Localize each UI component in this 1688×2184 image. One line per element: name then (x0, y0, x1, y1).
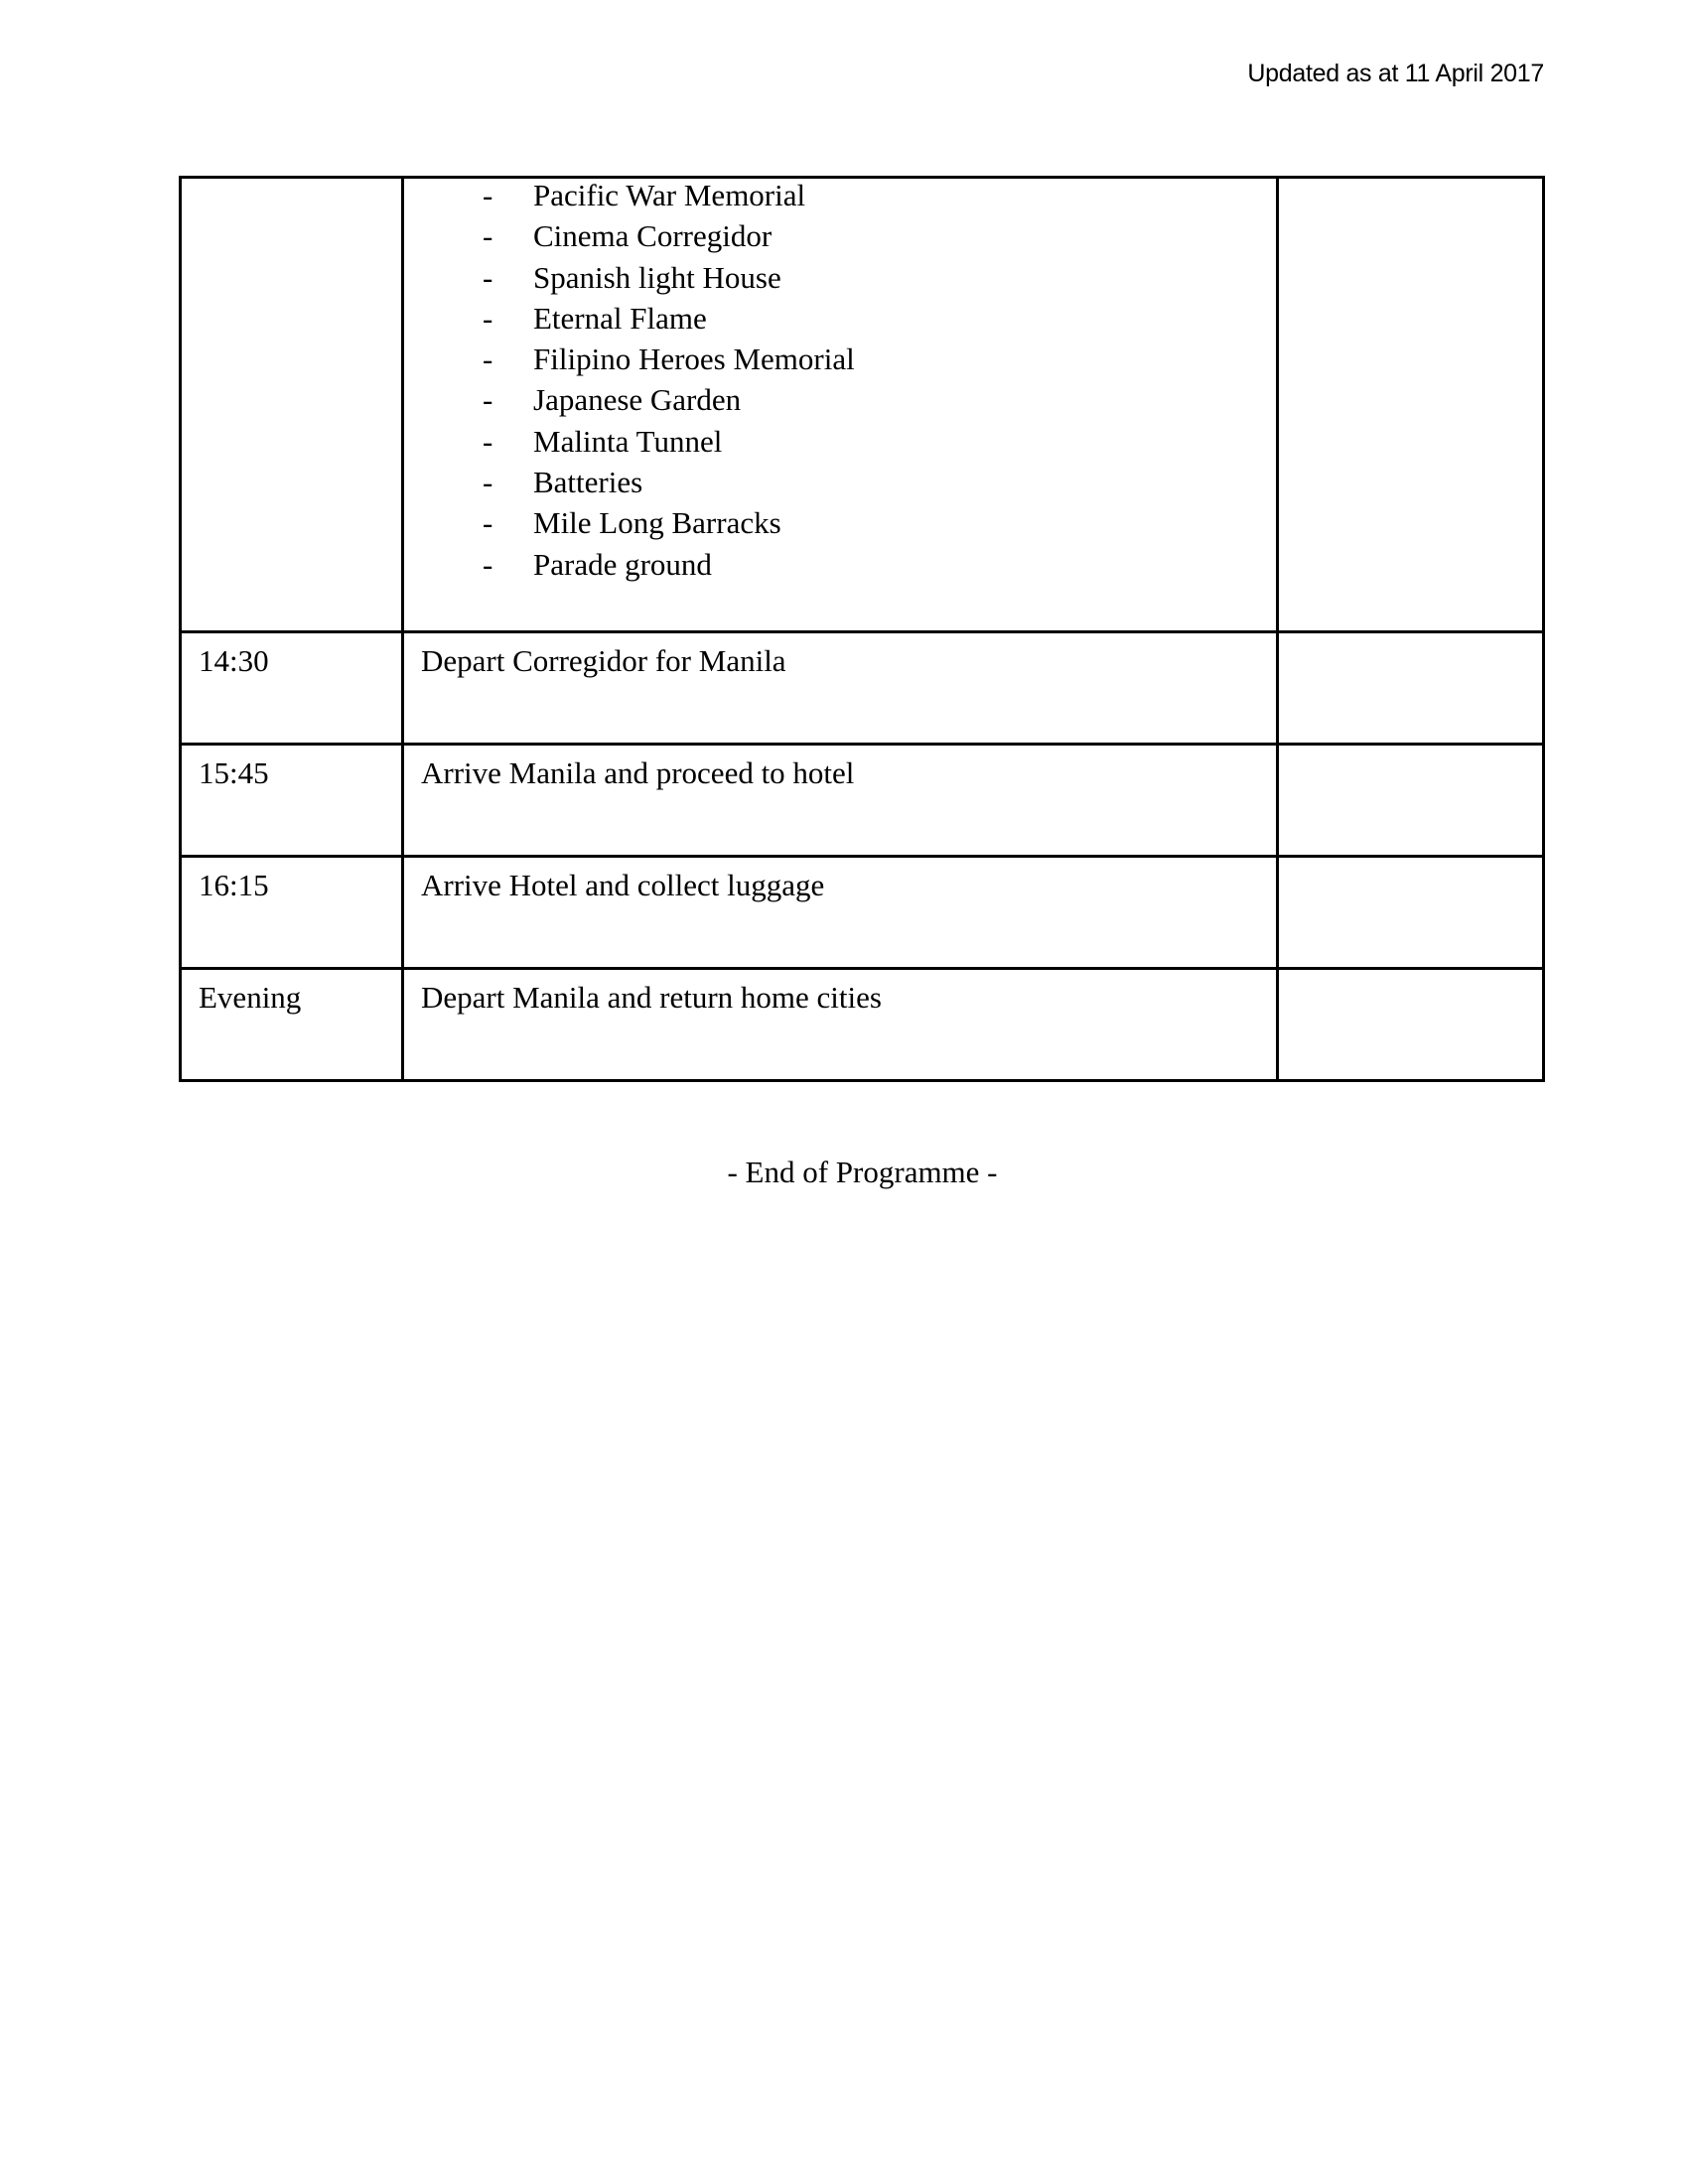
dash-bullet-icon: - (483, 300, 493, 336)
time-cell: 15:45 (181, 745, 403, 857)
dash-bullet-icon: - (483, 218, 493, 254)
site-name: Cinema Corregidor (533, 218, 773, 254)
list-item (404, 504, 1276, 545)
site-name: Japanese Garden (533, 382, 742, 418)
dash-bullet-icon: - (483, 341, 493, 377)
activity-cell: Depart Manila and return home cities (403, 969, 1278, 1081)
list-item (404, 177, 1276, 217)
list-item (404, 259, 1276, 300)
list-item (404, 300, 1276, 341)
dash-bullet-icon: - (483, 505, 493, 541)
list-item (404, 464, 1276, 504)
remarks-cell (1278, 969, 1544, 1081)
activity-cell: Arrive Manila and proceed to hotel (403, 745, 1278, 857)
activity-cell: Arrive Hotel and collect luggage (403, 857, 1278, 969)
time-cell: 16:15 (181, 857, 403, 969)
list-item (404, 341, 1276, 381)
remarks-cell (1278, 857, 1544, 969)
remarks-cell (1278, 632, 1544, 745)
site-name: Pacific War Memorial (533, 178, 806, 212)
programme-table (179, 176, 1545, 1082)
dash-bullet-icon: - (483, 423, 493, 459)
remarks-cell (1278, 178, 1544, 632)
activity-cell (403, 178, 1278, 632)
site-name: Parade ground (533, 546, 712, 582)
site-name: Filipino Heroes Memorial (533, 341, 855, 377)
site-list (404, 177, 1276, 587)
activity-cell: Depart Corregidor for Manila (403, 632, 1278, 745)
dash-bullet-icon: - (483, 259, 493, 295)
time-cell: 14:30 (181, 632, 403, 745)
dash-bullet-icon: - (483, 178, 493, 212)
site-name: Spanish light House (533, 259, 781, 295)
list-item (404, 217, 1276, 258)
table-row (181, 969, 1544, 1081)
dash-bullet-icon: - (483, 546, 493, 582)
table-row (181, 632, 1544, 745)
table-row (181, 857, 1544, 969)
list-item (404, 546, 1276, 587)
site-name: Mile Long Barracks (533, 505, 781, 541)
list-item (404, 381, 1276, 422)
updated-date-header: Updated as at 11 April 2017 (1247, 60, 1544, 87)
site-name: Eternal Flame (533, 300, 707, 336)
time-cell (181, 178, 403, 632)
dash-bullet-icon: - (483, 382, 493, 418)
time-cell: Evening (181, 969, 403, 1081)
table-row (181, 745, 1544, 857)
end-of-programme-text: - End of Programme - (727, 1155, 998, 1189)
site-name: Malinta Tunnel (533, 423, 723, 459)
site-name: Batteries (533, 465, 643, 500)
table-row-sites (181, 178, 1544, 632)
remarks-cell (1278, 745, 1544, 857)
dash-bullet-icon: - (483, 465, 493, 500)
list-item (404, 423, 1276, 464)
